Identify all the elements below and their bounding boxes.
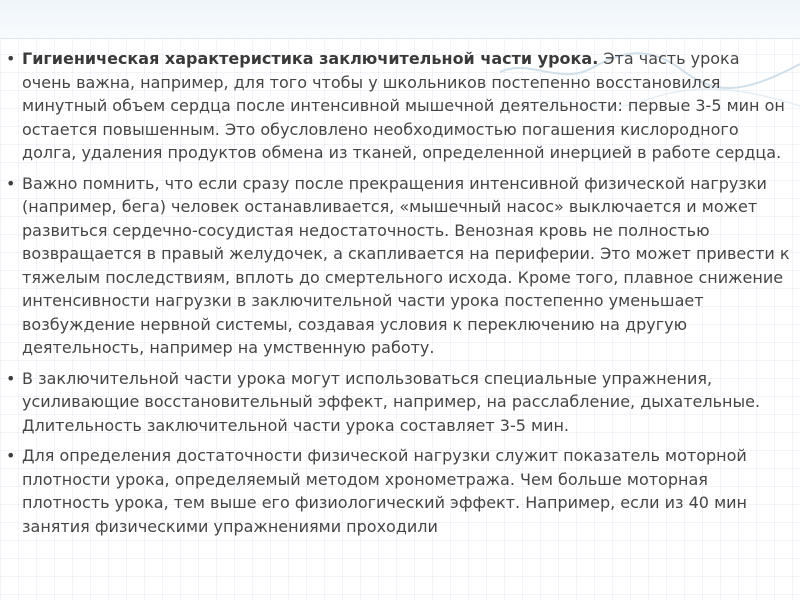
bullet-heading: Гигиеническая характеристика заключительной части урока. [22, 49, 599, 68]
bullet-list [6, 47, 790, 545]
bullet-marker-icon: • [6, 368, 16, 388]
bullet-text: Эта часть урока очень важна, например, для того чтобы у школьников постепенно восстановился минутный объем сердца после интенсивной мышечной деятельности: первые 3-5 мин он остается повышенным. Это обусловлено необходимостью погашения кислородного долга, удаления продуктов обмена из тканей, определенной инерцией в работе сердца. [22, 49, 785, 162]
bullet-text: В заключительной части урока могут использоваться специальные упражнения, усиливающие восстановительный эффект, например, на расслабление, дыхательные. Длительность заключительной части урока составляет 3-5 мин. [22, 368, 761, 435]
bullet-text: Важно помнить, что если сразу после прекращения интенсивной физической нагрузки (например, бега) человек останавливается, «мышечный насос» выключается и может развиться сердечно-сосудистая недостаточность. Венозная кровь не полностью возвращается в правый желудочек, а скапливается на периферии. Это может привести к тяжелым последствиям, вплоть до смертельного исхода. Кроме того, плавное снижение интенсивности нагрузки в заключительной части урока постепенно уменьшает возбуждение нервной системы, создавая условия к переключению на другую деятельность, например на умственную работу. [22, 173, 790, 357]
bullet-marker-icon: • [6, 49, 16, 68]
bullet-marker-icon: • [6, 173, 16, 193]
bullet-marker-icon: • [6, 446, 16, 465]
bullet-item-3 [6, 367, 790, 438]
bullet-item-4 [6, 444, 790, 538]
bullet-item-1 [6, 47, 790, 165]
bullet-text: Для определения достаточности физической нагрузки служит показатель моторной плотности урока, определяемый методом хронометража. Чем больше моторная плотность урока, тем выше его физиологический эффект. Например, если из 40 мин занятия физическими упражнениями проходили [22, 446, 747, 536]
bullet-item-2 [6, 172, 790, 360]
